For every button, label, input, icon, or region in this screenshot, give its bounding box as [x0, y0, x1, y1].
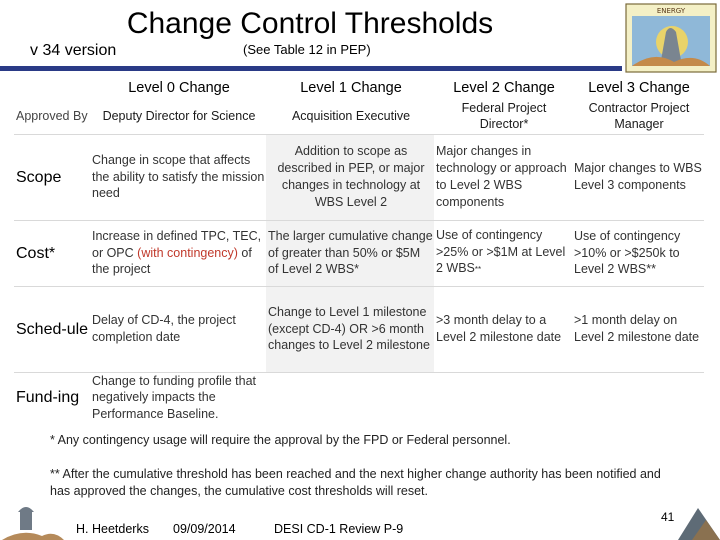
- footnote-contingency: * Any contingency usage will require the approval by the FPD or Federal personnel.: [50, 433, 511, 447]
- cost-level3: Use of contingency >10% or >$250k to Level 2 WBS**: [572, 220, 704, 286]
- telescope-icon: [2, 500, 64, 540]
- funding-level1: [266, 372, 434, 423]
- scope-level1: Addition to scope as described in PEP, or major changes in technology at WBS Level 2: [266, 134, 434, 220]
- cost-level2: [434, 220, 572, 286]
- table-row-scope: [14, 134, 704, 220]
- footer-date: 09/09/2014: [173, 522, 236, 536]
- slide-title: Change Control Thresholds: [126, 7, 494, 40]
- cost-level0: [90, 220, 266, 286]
- schedule-level1: Change to Level 1 milestone (except CD-4) OR >6 month changes to Level 2 milestone: [266, 286, 434, 372]
- mountain-icon: [678, 500, 720, 540]
- approver-level0: Deputy Director for Science: [90, 98, 266, 134]
- logo-text: ENERGY: [656, 7, 686, 15]
- column-header-level1: Level 1 Change: [300, 80, 402, 96]
- scope-level3: Major changes to WBS Level 3 components: [572, 134, 704, 220]
- row-label-scope: Scope: [14, 134, 90, 220]
- column-header-level3: Level 3 Change: [588, 80, 690, 96]
- header-blank: [14, 78, 90, 98]
- schedule-level0: Delay of CD-4, the project completion date: [90, 286, 266, 372]
- version-label: v 34 version: [30, 42, 117, 59]
- approver-level1: Acquisition Executive: [266, 98, 434, 134]
- row-label-cost: Cost*: [14, 220, 90, 286]
- schedule-level3: >1 month delay on Level 2 milestone date: [572, 286, 704, 372]
- funding-level0: Change to funding profile that negatively impacts the Performance Baseline.: [92, 373, 257, 422]
- funding-level3: [572, 372, 704, 423]
- cost-level2-text: Use of contingency >25% or >$1M at Level 2 WBS: [436, 227, 566, 276]
- contingency-note: (with contingency): [137, 245, 238, 260]
- footer-meeting: DESI CD-1 Review P-9: [274, 522, 404, 536]
- cost-level0-text: Increase in defined TPC, TEC, or OPC: [92, 228, 262, 260]
- schedule-level2: >3 month delay to a Level 2 milestone date: [434, 286, 572, 372]
- scope-level0: Change in scope that affects the ability to satisfy the mission need: [90, 134, 266, 220]
- row-label-approved: Approved By: [14, 98, 90, 134]
- cost-level0-suffix: of the project: [92, 245, 252, 277]
- table-row-schedule: [14, 286, 704, 372]
- cost-level2-mark: **: [474, 265, 482, 275]
- row-label-schedule: Sched-ule: [14, 286, 90, 372]
- table-row-approved: [14, 98, 704, 134]
- table-header-row: [14, 78, 704, 98]
- title-rule: [0, 66, 622, 71]
- footnote-cumulative: ** After the cumulative threshold has been reached and the next higher change authority has been notified and has approved the changes, the cumulative cost thresholds will reset.: [50, 467, 661, 498]
- table-row-funding: [14, 372, 704, 423]
- reference-note: (See Table 12 in PEP): [243, 42, 371, 57]
- funding-level2: [434, 372, 572, 423]
- approver-level2: Federal Project Director*: [434, 98, 572, 134]
- desi-logo-icon: [624, 2, 718, 74]
- column-header-level2: Level 2 Change: [453, 80, 555, 96]
- row-label-funding: Fund-ing: [16, 389, 80, 407]
- cost-level1: The larger cumulative change of greater than 50% or $5M of Level 2 WBS*: [266, 220, 434, 286]
- page-number: 41: [661, 510, 675, 524]
- column-header-level0: Level 0 Change: [128, 80, 230, 96]
- approver-level3: Contractor Project Manager: [572, 98, 704, 134]
- thresholds-table: [14, 78, 704, 423]
- table-row-cost: [14, 220, 704, 286]
- scope-level2: Major changes in technology or approach to Level 2 WBS components: [434, 134, 572, 220]
- footer-author: H. Heetderks: [76, 522, 149, 536]
